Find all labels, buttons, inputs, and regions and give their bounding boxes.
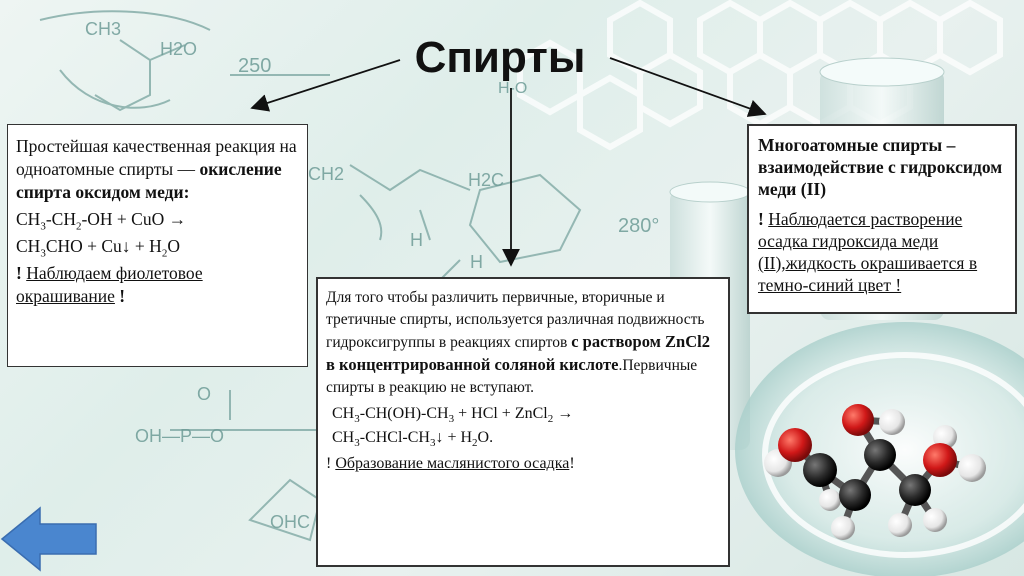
polyhydric-alcohols-box: [747, 124, 1017, 314]
bg-label-250: 250: [238, 55, 272, 77]
alcohol-classification-box: [316, 277, 730, 567]
center-description: Для того чтобы различить первичные, вторичные и третичные спирты, используется различная подвижность гидроксигруппы в реакциях спиртов с раствором ZnCl2 в концентрированной соляной кислоте.Первичные спирты в реакцию не вступают.: [326, 289, 710, 396]
bg-label-h-2: H: [470, 252, 483, 272]
center-equation-1: $CH_3-CH(OH)-CH_3$ + HCl + ZnCl$_2$ →: [332, 405, 574, 426]
left-text-bold: окисление спирта оксидом меди:: [16, 159, 282, 202]
left-equation-2: $CH_3CHO$ + Cu↓ + $H_2O$: [16, 236, 180, 260]
left-observation: ! Наблюдаем фиолетовое окрашивание !: [16, 263, 203, 306]
center-observation: ! Образование маслянистого осадка!: [326, 455, 575, 472]
right-heading: Многоатомные спирты – взаимодействие с гидроксидом меди (II): [758, 135, 1003, 199]
bg-label-h-1: H: [410, 230, 423, 250]
left-description: [16, 135, 299, 204]
bg-label-ohc: OHC: [270, 512, 310, 532]
arrow-to-left-box: [252, 60, 400, 108]
arrow-to-right-box: [610, 58, 765, 114]
bg-label-ho: H-O: [498, 80, 528, 97]
bg-label-o: O: [197, 384, 212, 404]
slide-title: Спирты: [414, 33, 586, 82]
bg-label-ch3: CH3: [85, 19, 122, 39]
bg-label-h2o: H2O: [160, 39, 198, 59]
back-arrow-button[interactable]: [0, 506, 98, 572]
bg-label-ch2: CH2: [308, 164, 345, 184]
left-text: Простейшая качественная реакция на одноатомные спирты —: [16, 136, 297, 179]
right-observation: ! Наблюдается растворение осадка гидроксида меди (II),жидкость окрашивается в темно-синий цвет !: [758, 209, 978, 295]
left-arrow-icon: [2, 508, 96, 570]
center-equation-2: $CH_3-CHCl-CH_3↓ + H_2O$.: [332, 429, 494, 450]
bg-label-h2c: H2C: [468, 170, 505, 190]
left-equation-1: $CH_3-CH_2-OH$ + CuO →: [16, 209, 187, 233]
bg-label-oh-p: OH—P—O: [135, 426, 225, 446]
monohydric-alcohols-box: [7, 124, 308, 367]
bg-label-280: 280°: [618, 215, 660, 237]
